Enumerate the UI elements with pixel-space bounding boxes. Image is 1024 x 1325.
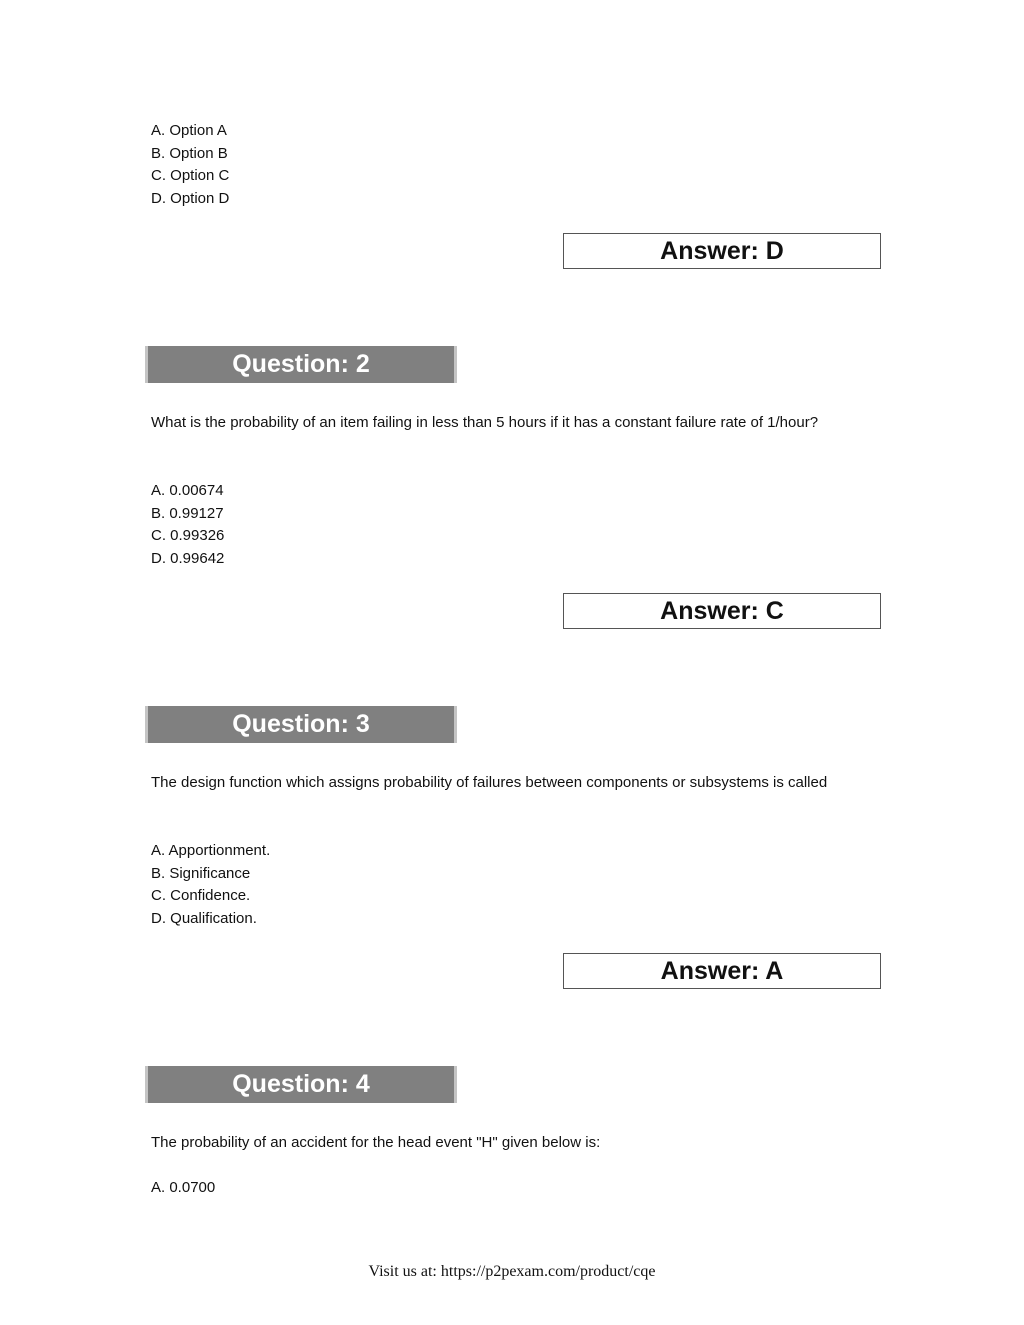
q4-question-text: The probability of an accident for the head event "H" given below is: xyxy=(151,1134,601,1151)
q4-option-a: A. 0.0700 xyxy=(151,1179,216,1196)
q3-option-b: B. Significance xyxy=(151,864,251,882)
q1-option-b: B. Option B xyxy=(151,144,228,162)
q3-answer-box: Answer: A xyxy=(563,953,881,989)
q1-option-c: C. Option C xyxy=(151,167,230,184)
q3-option-c: C. Confidence. xyxy=(151,887,251,904)
q2-options xyxy=(151,480,224,570)
q2-answer-box: Answer: C xyxy=(563,593,881,629)
q2-option-a: A. 0.00674 xyxy=(151,482,224,499)
q3-option-d: D. Qualification. xyxy=(151,909,257,927)
footer-visit-link[interactable]: Visit us at: https://p2pexam.com/product/cqe xyxy=(368,1263,656,1280)
q2-option-c: C. 0.99326 xyxy=(151,527,225,544)
q3-option-a: A. Apportionment. xyxy=(151,842,271,859)
q2-question-text: What is the probability of an item failing in less than 5 hours if it has a constant failure rate of 1/hour? xyxy=(151,414,819,431)
q2-option-b: B. 0.99127 xyxy=(151,504,224,522)
q1-option-d: D. Option D xyxy=(151,189,230,207)
q2-header: Question: 2 xyxy=(145,346,457,383)
q1-option-a: A. Option A xyxy=(151,122,227,139)
q3-header: Question: 3 xyxy=(145,706,457,743)
q1-options xyxy=(151,120,229,210)
q4-header: Question: 4 xyxy=(145,1066,457,1103)
q1-answer-box: Answer: D xyxy=(563,233,881,269)
q2-option-d: D. 0.99642 xyxy=(151,549,225,567)
q3-options xyxy=(151,840,270,930)
q3-question-text: The design function which assigns probability of failures between components or subsystems is called xyxy=(151,774,828,791)
q4-options xyxy=(151,1177,215,1200)
